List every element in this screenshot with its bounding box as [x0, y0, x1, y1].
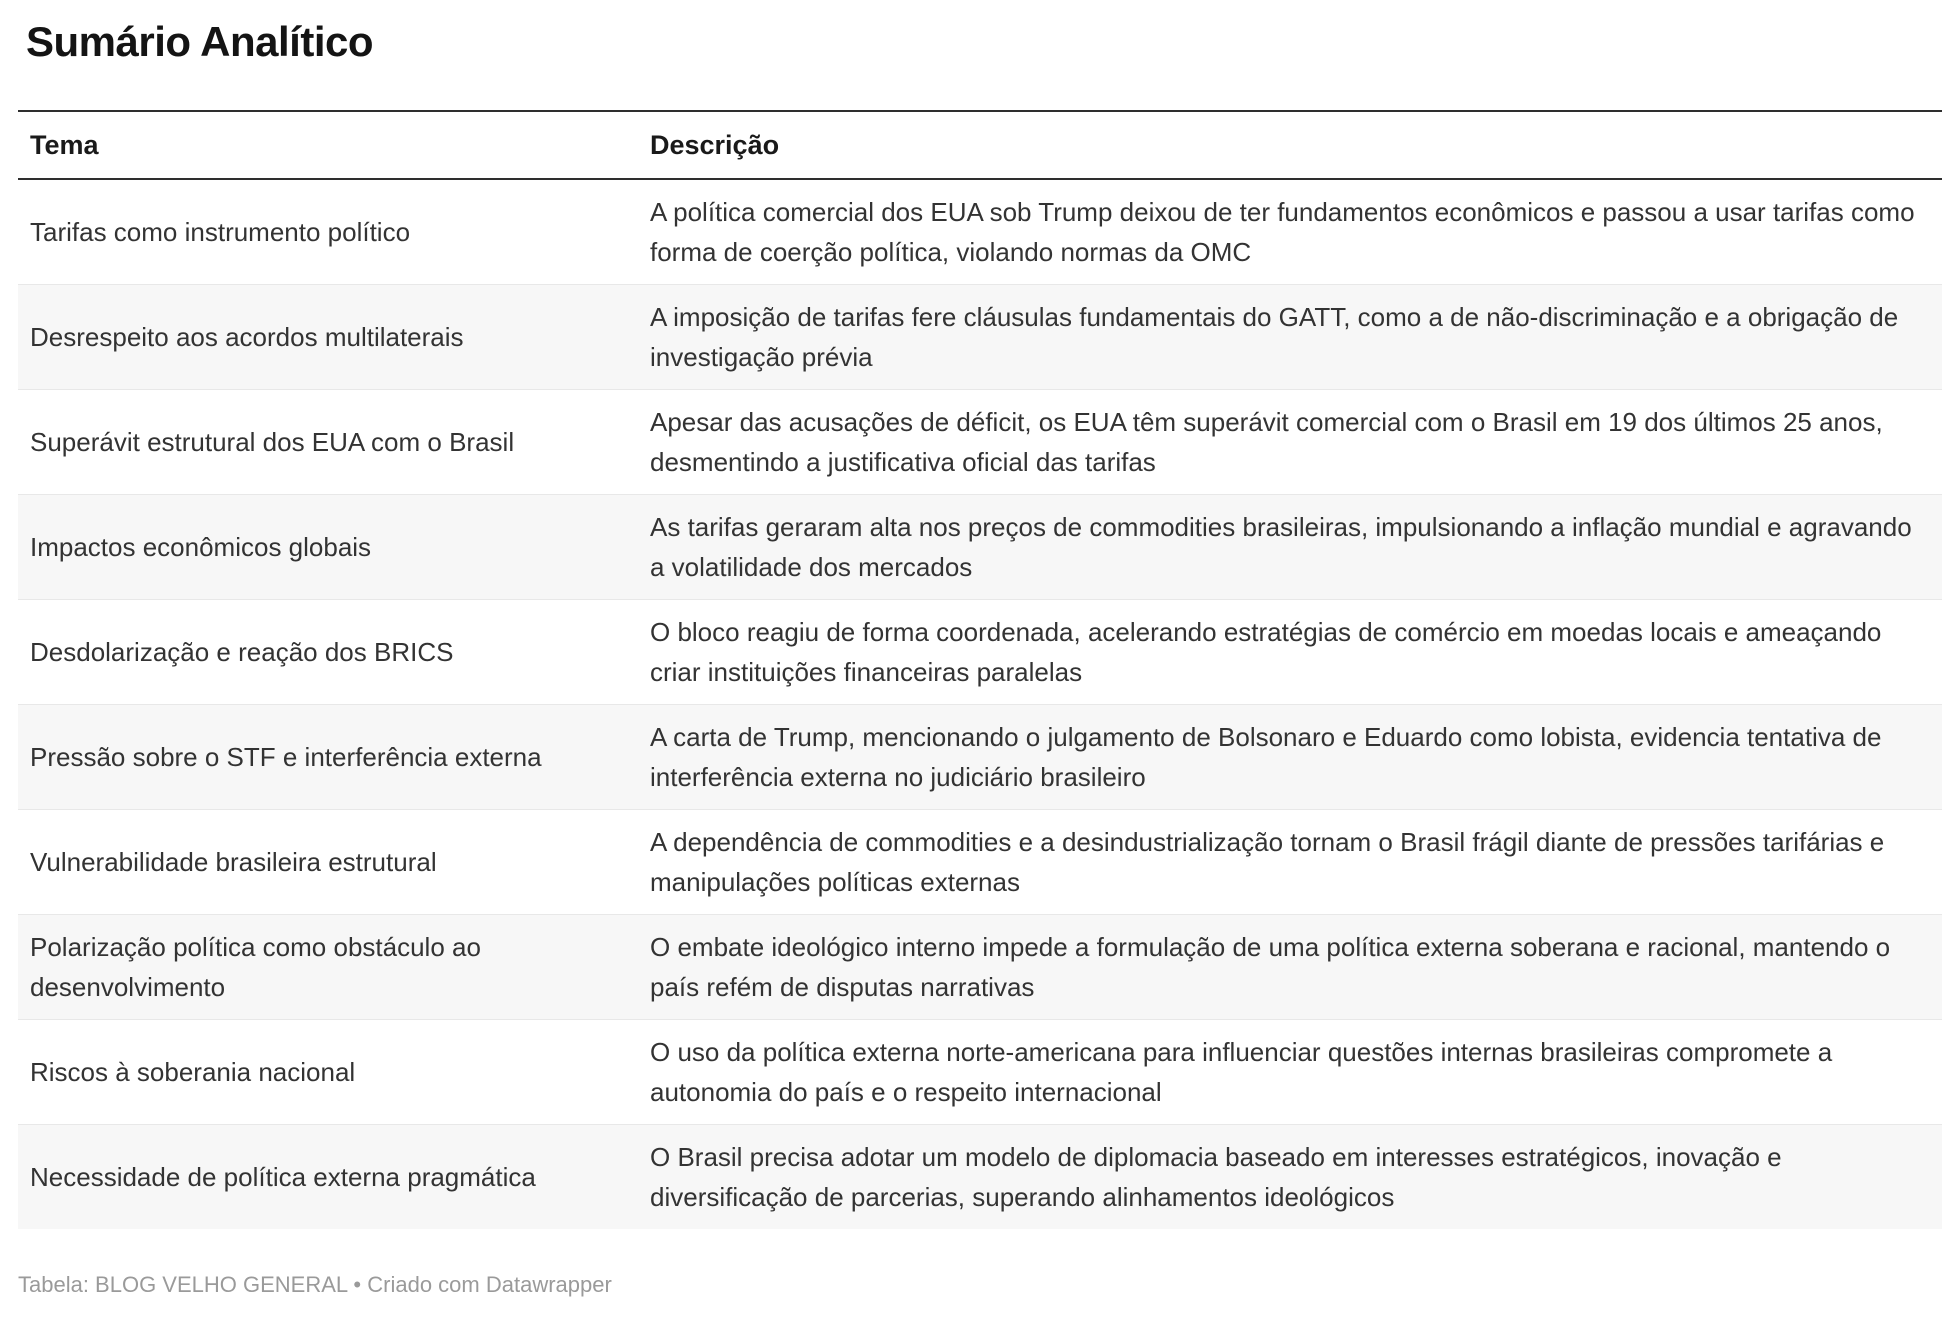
table-row — [18, 390, 1942, 495]
cell-tema: Desrespeito aos acordos multilaterais — [18, 285, 638, 390]
footer-attribution: Tabela: BLOG VELHO GENERAL • Criado com Datawrapper — [18, 1272, 612, 1297]
table-row — [18, 915, 1942, 1020]
table-row — [18, 1125, 1942, 1230]
cell-descricao: A dependência de commodities e a desindustrialização tornam o Brasil frágil diante de pressões tarifárias e manipulações políticas externas — [638, 810, 1942, 915]
table-row — [18, 285, 1942, 390]
column-header-descricao: Descrição — [638, 111, 1942, 179]
table-row — [18, 495, 1942, 600]
column-header-tema: Tema — [18, 111, 638, 179]
cell-tema: Desdolarização e reação dos BRICS — [18, 600, 638, 705]
page-title: Sumário Analítico — [26, 18, 374, 65]
cell-descricao: O embate ideológico interno impede a formulação de uma política externa soberana e racional, mantendo o país refém de disputas narrativas — [638, 915, 1942, 1020]
header-row — [18, 111, 1942, 179]
cell-tema: Riscos à soberania nacional — [18, 1020, 638, 1125]
cell-descricao: O Brasil precisa adotar um modelo de diplomacia baseado em interesses estratégicos, inovação e diversificação de parcerias, superando alinhamentos ideológicos — [638, 1125, 1942, 1230]
table-row — [18, 179, 1942, 285]
table-row — [18, 600, 1942, 705]
cell-descricao: A política comercial dos EUA sob Trump deixou de ter fundamentos econômicos e passou a usar tarifas como forma de coerção política, violando normas da OMC — [650, 197, 1915, 267]
table-row — [18, 1020, 1942, 1125]
table-header — [18, 111, 1942, 179]
cell-descricao: O bloco reagiu de forma coordenada, acelerando estratégias de comércio em moedas locais e ameaçando criar instituições financeiras paralelas — [638, 600, 1942, 705]
cell-tema: Necessidade de política externa pragmática — [18, 1125, 638, 1230]
table-row — [18, 705, 1942, 810]
summary-table — [18, 110, 1942, 1229]
cell-descricao: A carta de Trump, mencionando o julgamento de Bolsonaro e Eduardo como lobista, evidencia tentativa de interferência externa no judiciário brasileiro — [638, 705, 1942, 810]
table-body — [18, 179, 1942, 1229]
cell-tema: Polarização política como obstáculo ao desenvolvimento — [18, 915, 638, 1020]
table-row — [18, 810, 1942, 915]
cell-tema: Tarifas como instrumento político — [30, 217, 411, 247]
cell-descricao: A imposição de tarifas fere cláusulas fundamentais do GATT, como a de não-discriminação e a obrigação de investigação prévia — [638, 285, 1942, 390]
cell-descricao: O uso da política externa norte-americana para influenciar questões internas brasileiras compromete a autonomia do país e o respeito internacional — [638, 1020, 1942, 1125]
cell-tema: Impactos econômicos globais — [18, 495, 638, 600]
cell-tema: Pressão sobre o STF e interferência externa — [18, 705, 638, 810]
table-visualization — [0, 16, 1960, 1299]
cell-descricao: Apesar das acusações de déficit, os EUA têm superávit comercial com o Brasil em 19 dos últimos 25 anos, desmentindo a justificativa oficial das tarifas — [638, 390, 1942, 495]
cell-descricao: As tarifas geraram alta nos preços de commodities brasileiras, impulsionando a inflação mundial e agravando a volatilidade dos mercados — [638, 495, 1942, 600]
cell-tema: Vulnerabilidade brasileira estrutural — [18, 810, 638, 915]
cell-tema: Superávit estrutural dos EUA com o Brasil — [18, 390, 638, 495]
